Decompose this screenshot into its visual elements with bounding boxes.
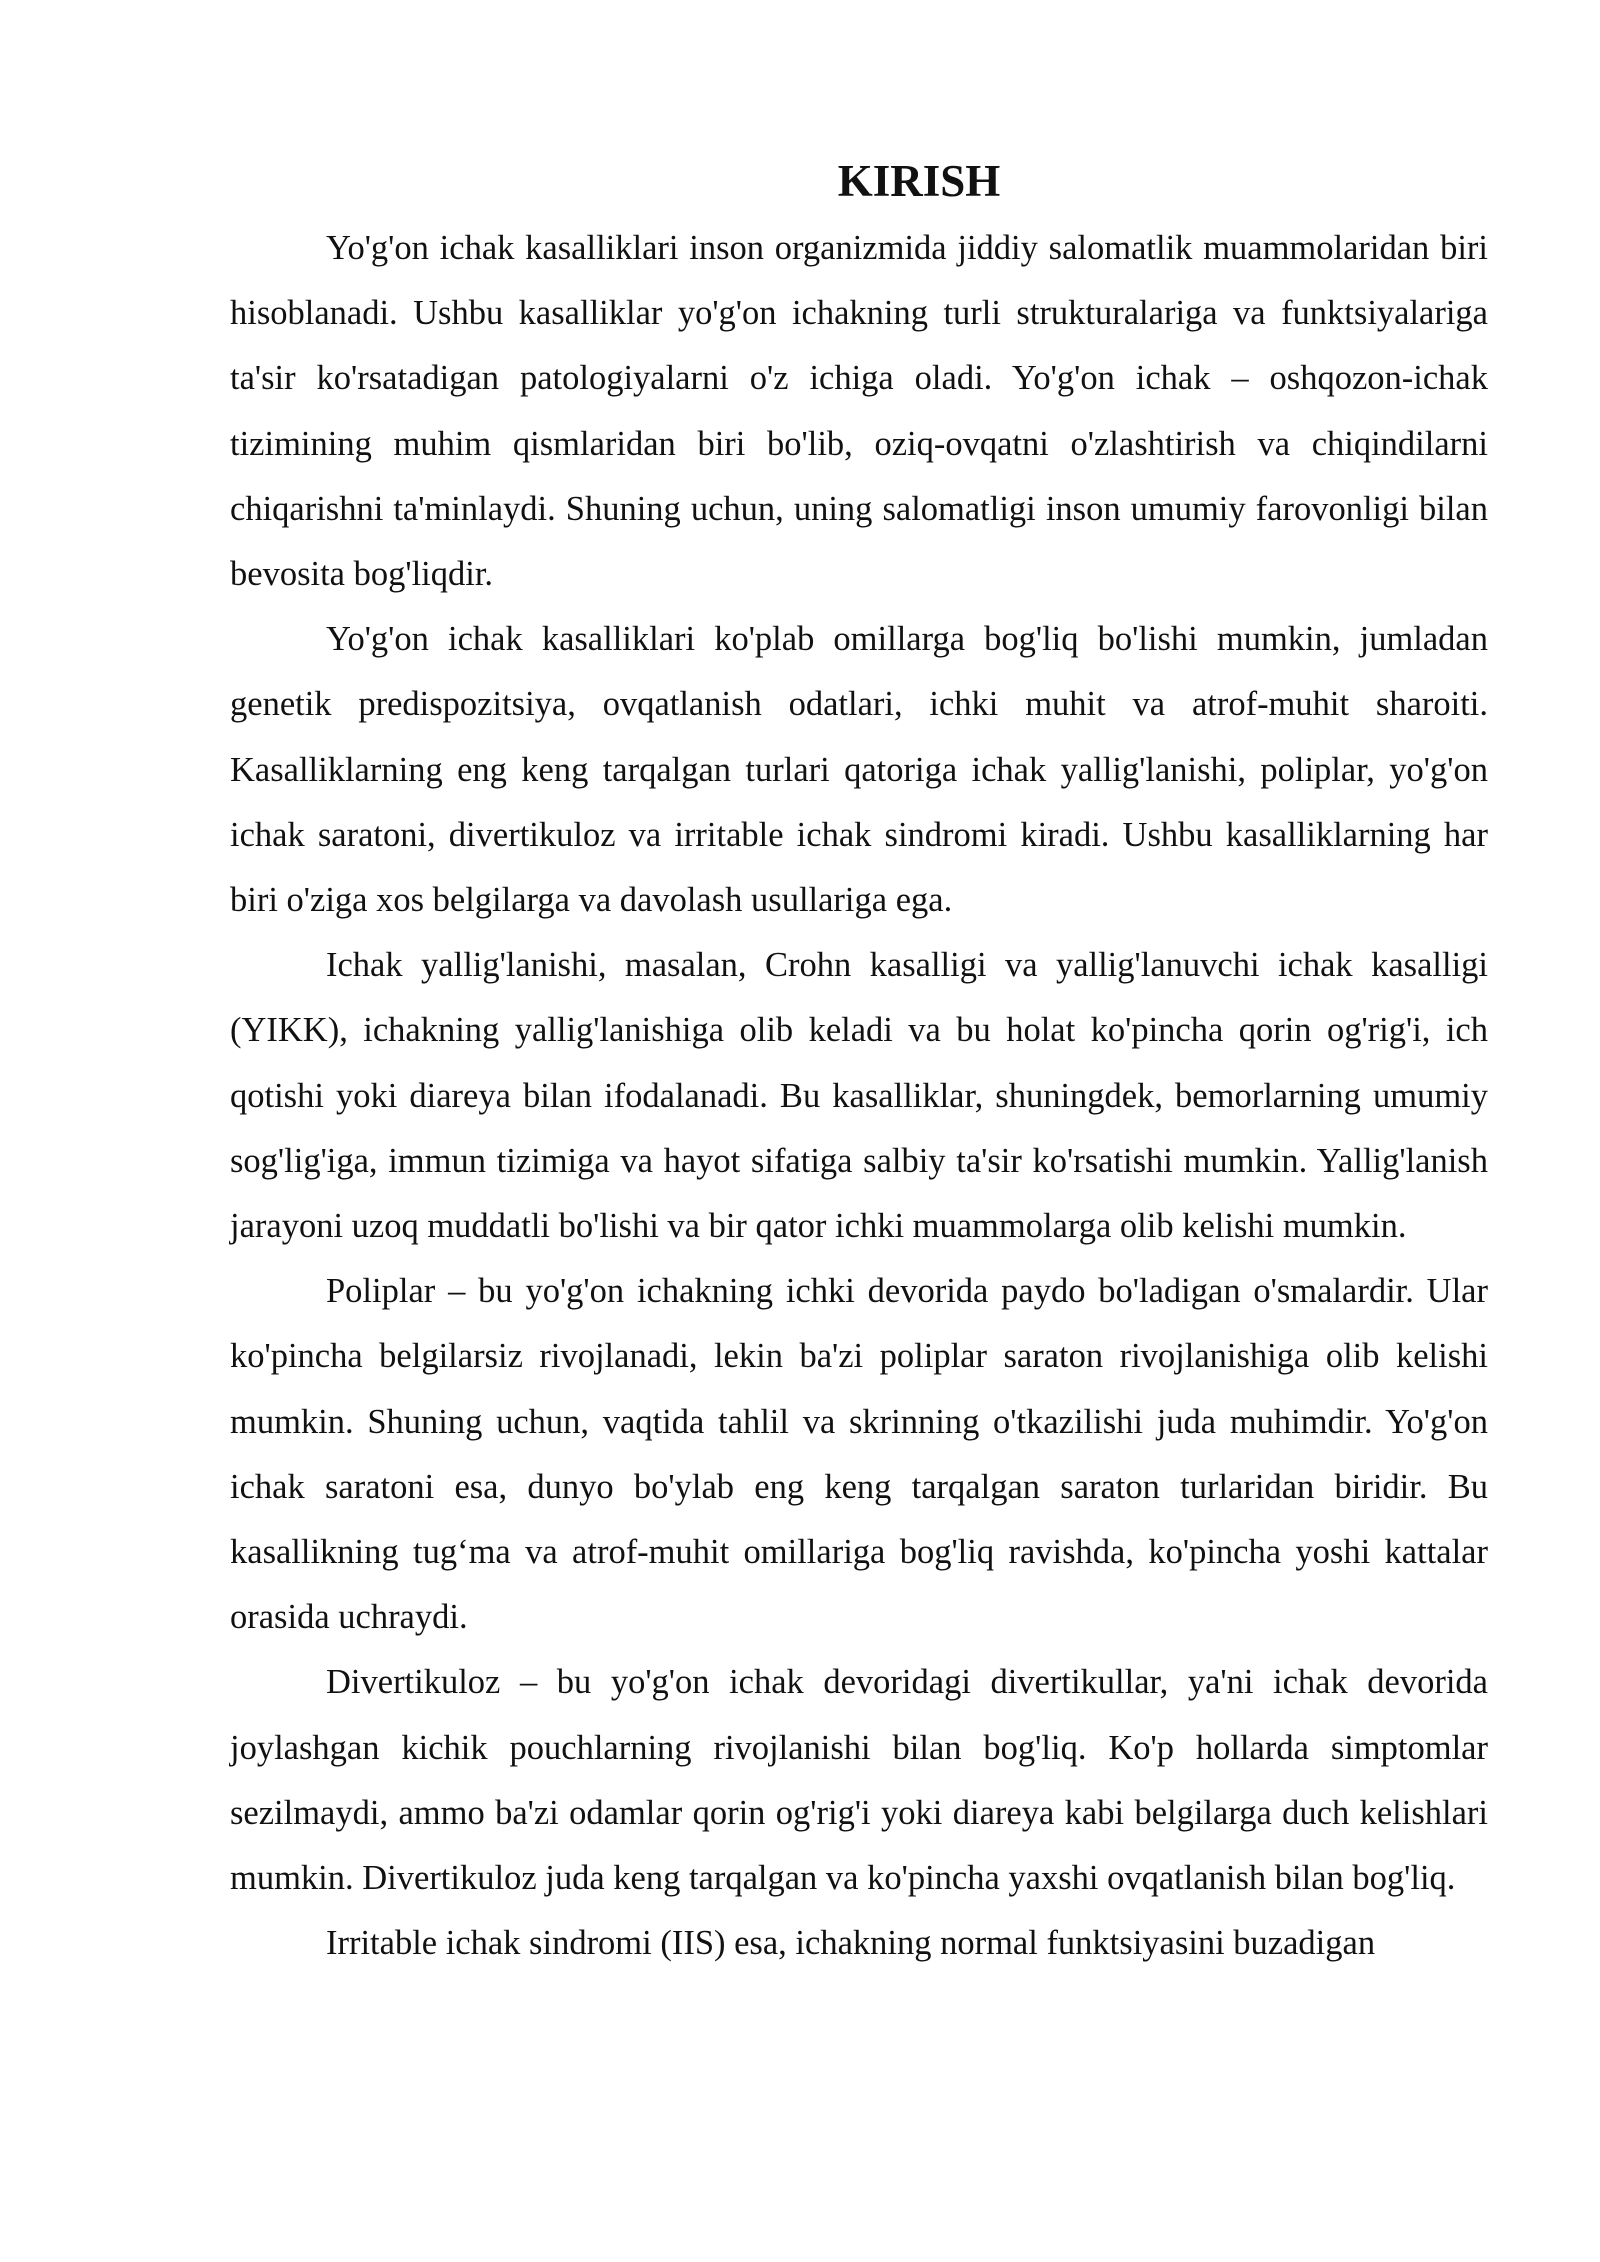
paragraph: Divertikuloz – bu yo'g'on ichak devoridagi divertikullar, ya'ni ichak devorida joylashgan kichik pouchlarning rivojlanishi bilan bog'liq. Ko'p hollarda simptomlar sezilmaydi, ammo ba'zi odamlar qorin og'rig'i yoki diareya kabi belgilarga duch kelishlari mumkin. Divertikuloz juda keng tarqalgan va ko'pincha yaxshi ovqatlanish bilan bog'liq. [230,1663,1488,1898]
paragraph: Yo'g'on ichak kasalliklari ko'plab omillarga bog'liq bo'lishi mumkin, jumladan genetik predispozitsiya, ovqatlanish odatlari, ichki muhit va atrof-muhit sharoiti. Kasalliklarning eng keng tarqalgan turlari qatoriga ichak yallig'lanishi, poliplar, yo'g'on ichak saratoni, divertikuloz va irritable ichak sindromi kiradi. Ushbu kasalliklarning har biri o'ziga xos belgilarga va davolash usullariga ega. [230,620,1488,920]
paragraph: Irritable ichak sindromi (IIS) esa, ichakning normal funktsiyasini buzadigan [326,1924,1376,1963]
paragraph: Poliplar – bu yo'g'on ichakning ichki devorida paydo bo'ladigan o'smalardir. Ular ko'pincha belgilarsiz rivojlanadi, lekin ba'zi poliplar saraton rivojlanishiga olib kelishi mumkin. Shuning uchun, vaqtida tahlil va skrinning o'tkazilishi juda muhimdir. Yo'g'on ichak saratoni esa, dunyo bo'ylab eng keng tarqalgan saraton turlaridan biridir. Bu kasallikning tug‘ma va atrof-muhit omillariga bog'liq ravishda, ko'pincha yoshi kattalar orasida uchraydi. [230,1272,1488,1637]
document-body [230,150,1488,1976]
paragraph: Ichak yallig'lanishi, masalan, Crohn kasalligi va yallig'lanuvchi ichak kasalligi (YIKK), ichakning yallig'lanishiga olib keladi va bu holat ko'pincha qorin og'rig'i, ich qotishi yoki diareya bilan ifodalanadi. Bu kasalliklar, shuningdek, bemorlarning umumiy sog'lig'iga, immun tizimiga va hayot sifatiga salbiy ta'sir ko'rsatishi mumkin. Yallig'lanish jarayoni uzoq muddatli bo'lishi va bir qator ichki muammolarga olib kelishi mumkin. [230,946,1488,1246]
page-title: KIRISH [837,156,1001,206]
paragraph: Yo'g'on ichak kasalliklari inson organizmida jiddiy salomatlik muammolaridan biri hisoblanadi. Ushbu kasalliklar yo'g'on ichakning turli strukturalariga va funktsiyalariga ta'sir ko'rsatadigan patologiyalarni o'z ichiga oladi. Yo'g'on ichak – oshqozon-ichak tizimining muhim qismlaridan biri bo'lib, oziq-ovqatni o'zlashtirish va chiqindilarni chiqarishni ta'minlaydi. Shuning uchun, uning salomatligi inson umumiy farovonligi bilan bevosita bog'liqdir. [230,229,1488,594]
